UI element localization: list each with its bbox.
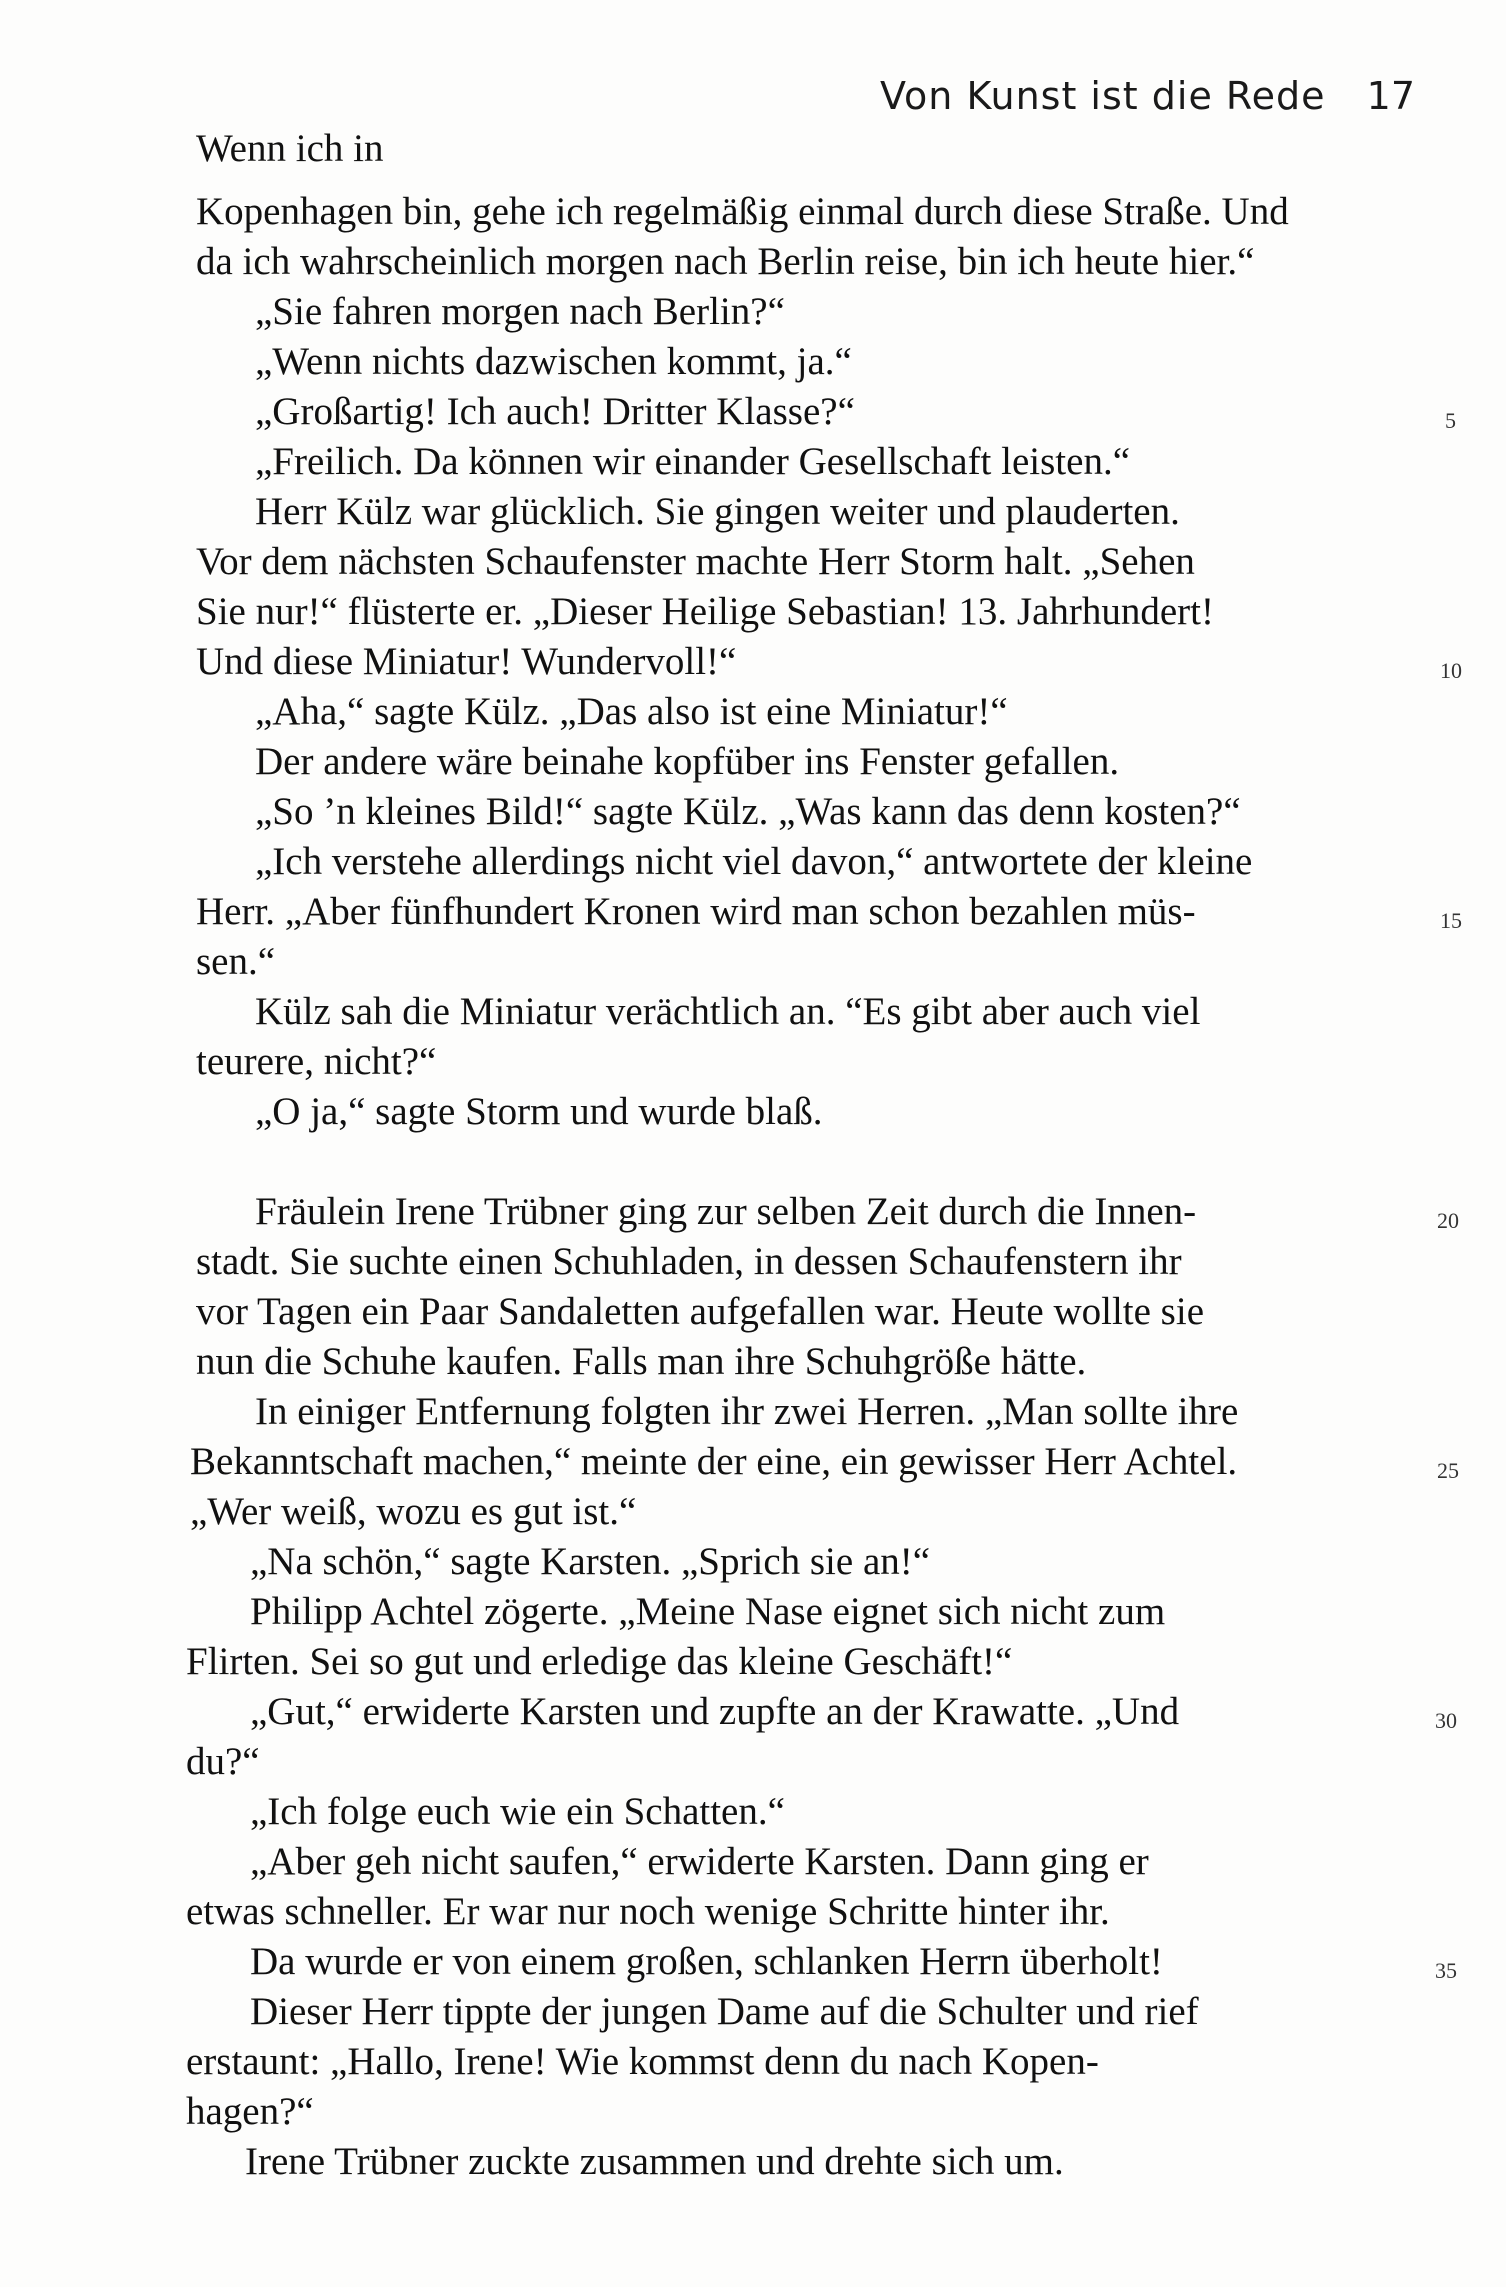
line-number: 25 bbox=[1437, 1458, 1459, 1483]
text-line: hagen?“ bbox=[186, 2090, 314, 2133]
text-line: „Ich verstehe allerdings nicht viel davon,“ antwortete der kleine bbox=[255, 840, 1253, 883]
page-number: 17 bbox=[1366, 74, 1415, 118]
text-line: Herr Külz war glücklich. Sie gingen weiter und plauderten. bbox=[255, 490, 1180, 533]
text-line: sen.“ bbox=[196, 940, 276, 983]
text-line: „Na schön,“ sagte Karsten. „Sprich sie an!“ bbox=[250, 1540, 931, 1583]
text-line: „So ’n kleines Bild!“ sagte Külz. „Was kann das denn kosten?“ bbox=[255, 790, 1241, 833]
text-line: nun die Schuhe kaufen. Falls man ihre Schuhgröße hätte. bbox=[196, 1340, 1087, 1383]
text-line: vor Tagen ein Paar Sandaletten aufgefallen war. Heute wollte sie bbox=[196, 1290, 1205, 1333]
text-line: Flirten. Sei so gut und erledige das kleine Geschäft!“ bbox=[186, 1640, 1013, 1683]
text-line: Philipp Achtel zögerte. „Meine Nase eignet sich nicht zum bbox=[250, 1590, 1166, 1633]
text-line: Vor dem nächsten Schaufenster machte Herr Storm halt. „Sehen bbox=[196, 540, 1195, 583]
text-line: „Freilich. Da können wir einander Gesellschaft leisten.“ bbox=[255, 440, 1131, 483]
line-number: 35 bbox=[1435, 1958, 1457, 1983]
line-number: 10 bbox=[1440, 658, 1462, 683]
text-line: „Wenn nichts dazwischen kommt, ja.“ bbox=[255, 340, 852, 383]
running-head: Von Kunst ist die Rede bbox=[880, 74, 1326, 118]
text-line: „O ja,“ sagte Storm und wurde blaß. bbox=[255, 1090, 823, 1133]
text-line: „Sie fahren morgen nach Berlin?“ bbox=[255, 290, 785, 333]
text-line: Der andere wäre beinahe kopfüber ins Fenster gefallen. bbox=[255, 740, 1120, 783]
text-line: du?“ bbox=[186, 1740, 260, 1783]
text-line: „Aha,“ sagte Külz. „Das also ist eine Miniatur!“ bbox=[255, 690, 1008, 733]
line-number: 20 bbox=[1437, 1208, 1459, 1233]
text-line: „Gut,“ erwiderte Karsten und zupfte an der Krawatte. „Und bbox=[250, 1690, 1180, 1733]
text-line: „Großartig! Ich auch! Dritter Klasse?“ bbox=[255, 390, 855, 433]
line-number: 15 bbox=[1440, 908, 1462, 933]
text-line: stadt. Sie suchte einen Schuhladen, in dessen Schaufenstern ihr bbox=[196, 1240, 1182, 1283]
text-line: In einiger Entfernung folgten ihr zwei Herren. „Man sollte ihre bbox=[255, 1390, 1239, 1433]
text-line: erstaunt: „Hallo, Irene! Wie kommst denn du nach Kopen- bbox=[186, 2040, 1099, 2083]
text-line: etwas schneller. Er war nur noch wenige Schritte hinter ihr. bbox=[186, 1890, 1110, 1933]
text-line: Herr. „Aber fünfhundert Kronen wird man schon bezahlen müs- bbox=[196, 890, 1196, 933]
text-line: Külz sah die Miniatur verächtlich an. “Es gibt aber auch viel bbox=[255, 990, 1201, 1033]
text-line: da ich wahrscheinlich morgen nach Berlin reise, bin ich heute hier.“ bbox=[196, 240, 1255, 283]
text-line: Kopenhagen bin, gehe ich regelmäßig einmal durch diese Straße. Und bbox=[196, 190, 1289, 233]
text-line: Wenn ich in bbox=[196, 127, 384, 170]
text-line: Fräulein Irene Trübner ging zur selben Zeit durch die Innen- bbox=[255, 1190, 1197, 1233]
text-line: Dieser Herr tippte der jungen Dame auf die Schulter und rief bbox=[250, 1990, 1199, 2033]
text-line: teurere, nicht?“ bbox=[196, 1040, 437, 1083]
text-line: „Aber geh nicht saufen,“ erwiderte Karsten. Dann ging er bbox=[250, 1840, 1149, 1883]
text-line: Und diese Miniatur! Wundervoll!“ bbox=[196, 640, 737, 683]
line-number: 30 bbox=[1435, 1708, 1457, 1733]
text-line: Da wurde er von einem großen, schlanken Herrn überholt! bbox=[250, 1940, 1163, 1983]
line-number: 5 bbox=[1445, 408, 1456, 433]
text-line: Bekanntschaft machen,“ meinte der eine, ein gewisser Herr Achtel. bbox=[190, 1440, 1238, 1483]
text-line: Irene Trübner zuckte zusammen und drehte sich um. bbox=[245, 2140, 1064, 2183]
text-line: „Ich folge euch wie ein Schatten.“ bbox=[250, 1790, 785, 1833]
text-line: „Wer weiß, wozu es gut ist.“ bbox=[190, 1490, 637, 1533]
text-line: Sie nur!“ flüsterte er. „Dieser Heilige Sebastian! 13. Jahrhundert! bbox=[196, 590, 1214, 633]
